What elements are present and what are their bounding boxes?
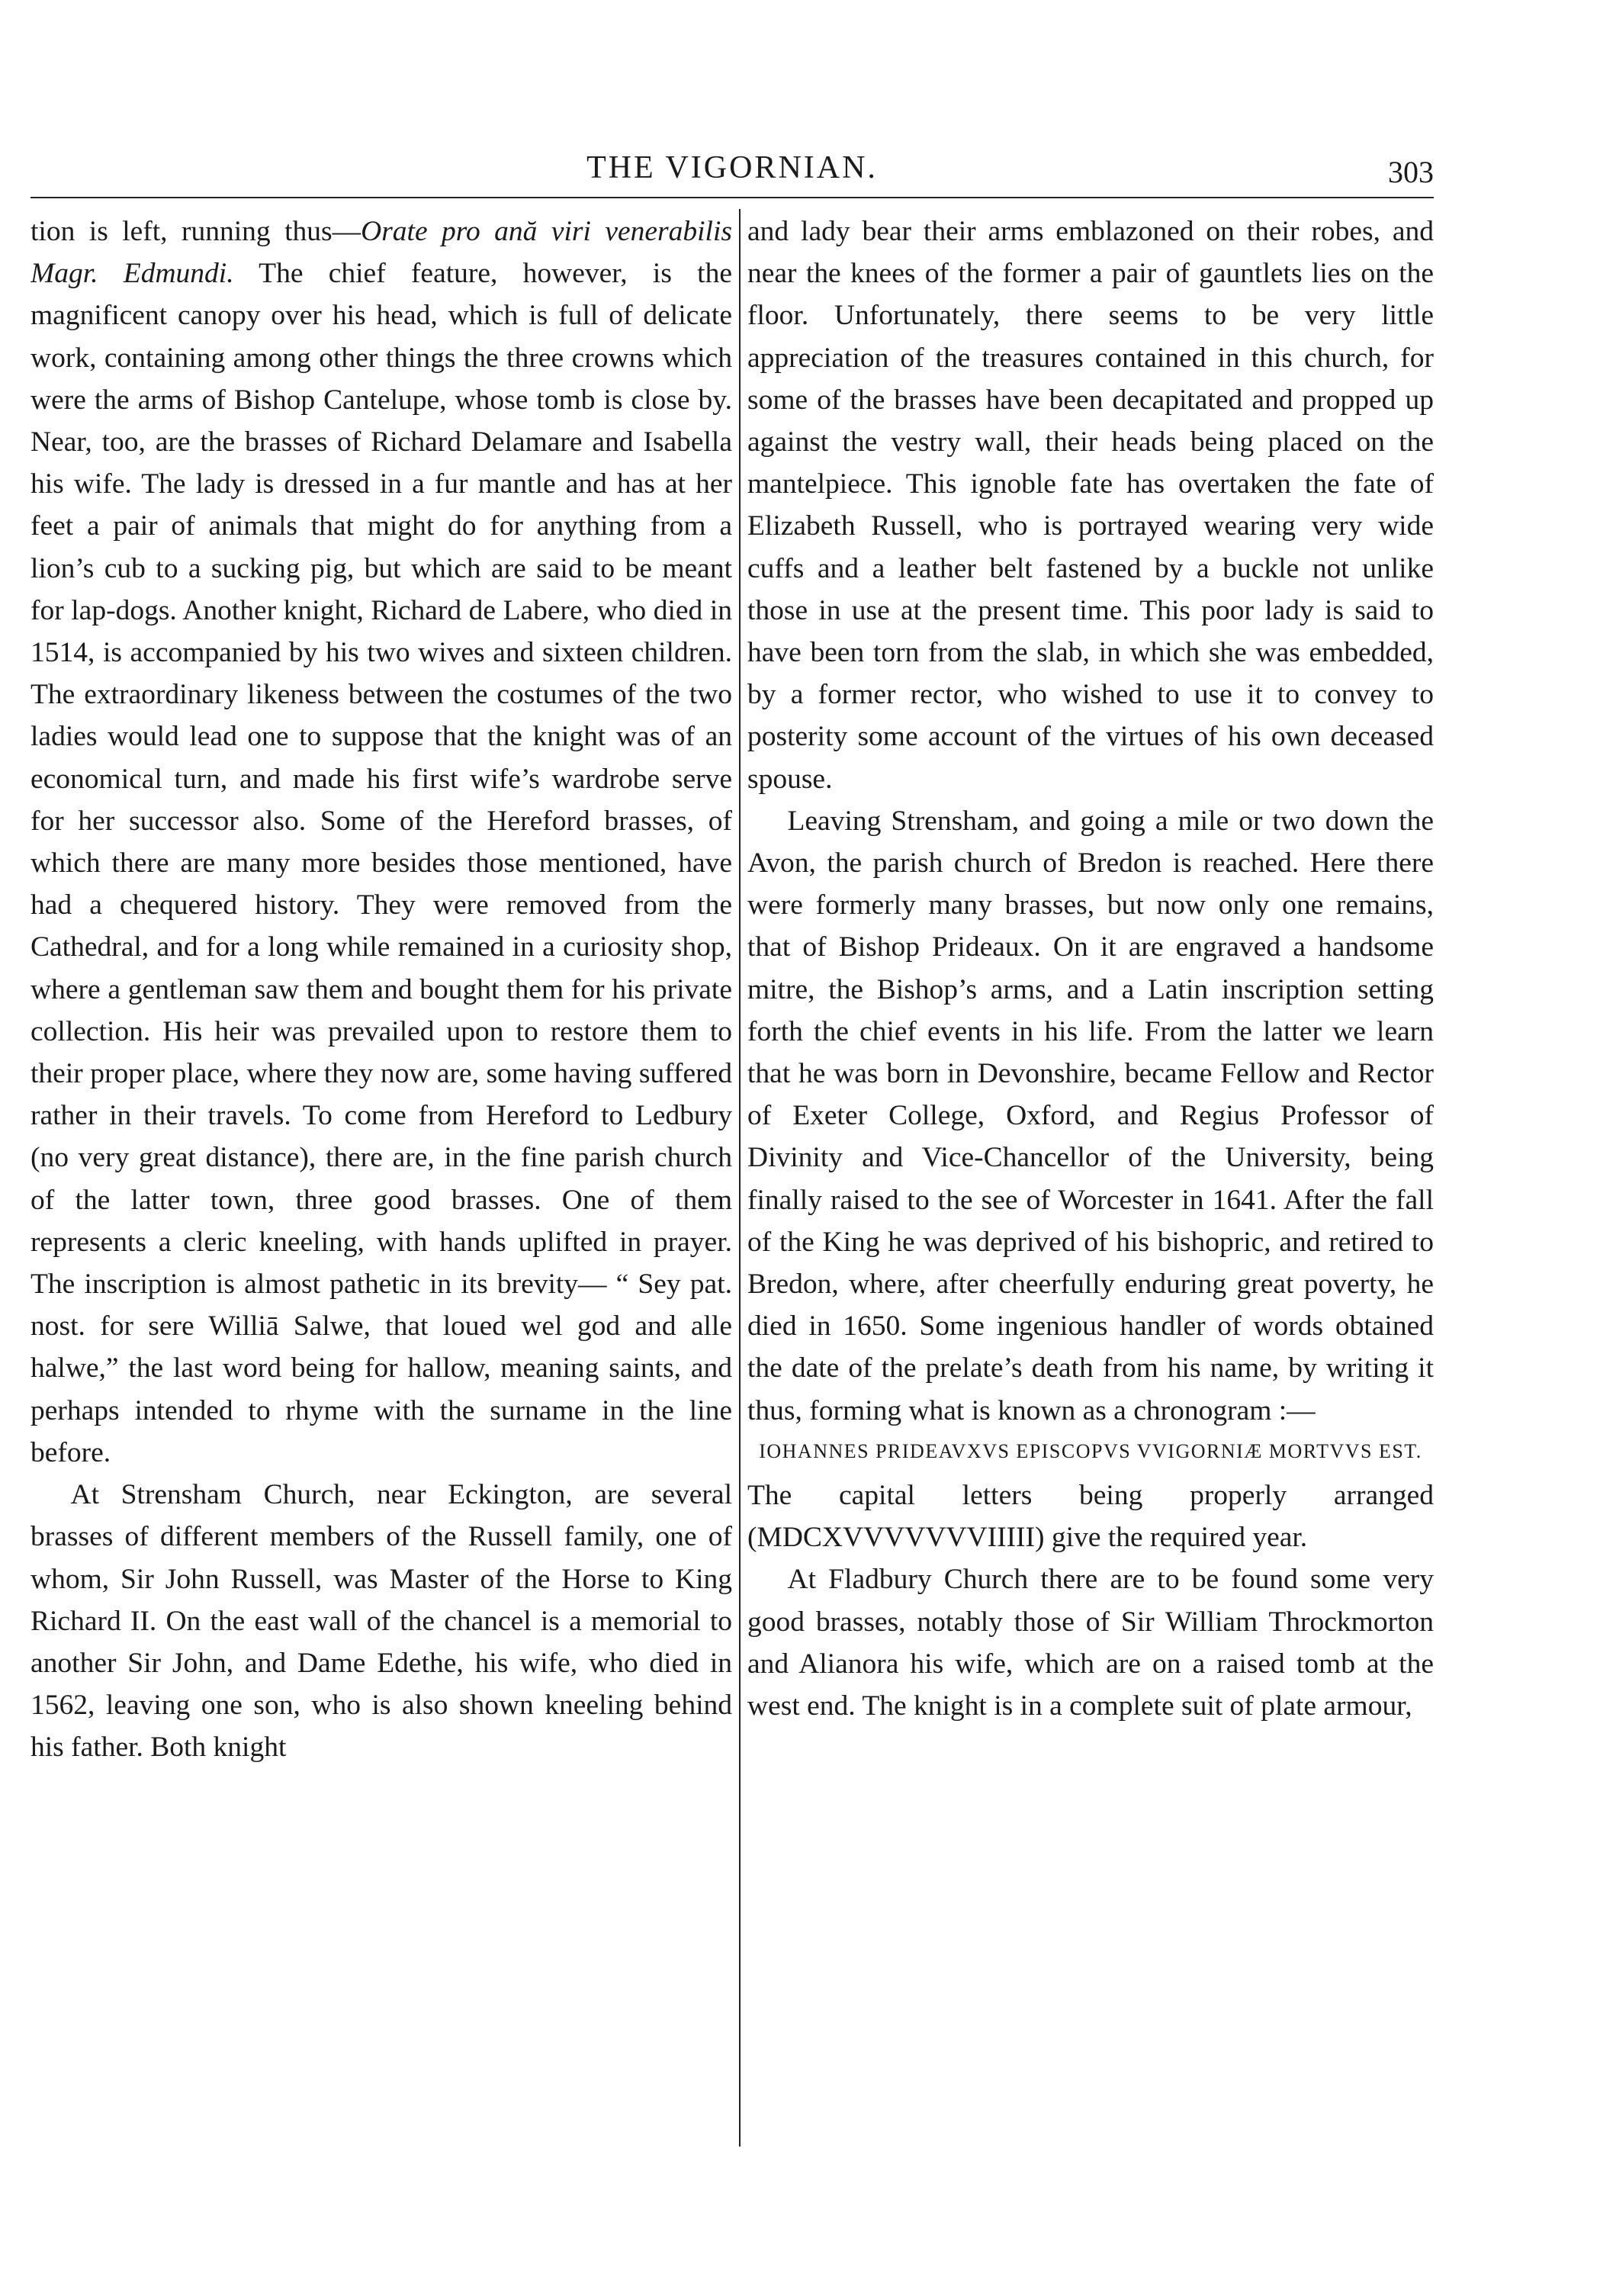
paragraph [747, 1474, 1434, 1558]
paragraph-text: ) give the required year. [1035, 1522, 1308, 1554]
right-column [747, 211, 1434, 2179]
paragraph-text: tion is left, running thus— [31, 216, 361, 247]
paragraph: At Fladbury Church there are to be found some very good brasses, notably those of Sir William Throckmorton and Alianora his wife, which are on a raised tomb at the west end. The knight is in a complete suit of plate armour, [747, 1564, 1434, 1722]
running-title: THE VIGORNIAN. [586, 150, 878, 185]
roman-numeral-letters: MDCXVVVVVVVIIIII [757, 1522, 1036, 1554]
left-column [31, 211, 732, 2179]
header-rule [31, 197, 1434, 198]
page-header [31, 145, 1434, 198]
chronogram: IOHANNES PRIDEAVXVS EPISCOPVS VVIGORNIÆ MORTVVS EST. [759, 1439, 1422, 1462]
paragraph: and lady bear their arms emblazoned on their robes, and near the knees of the former a pair of gauntlets lies on the floor. Unfortunately, there seems to be very little appreciation of the treasures contained in this church, for some of the brasses have been decapitated and propped up against the vestry wall, their heads being placed on the mantelpiece. This ignoble fate has overtaken the fate of Elizabeth Russell, who is portrayed wearing very wide cuffs and a leather belt fastened by a buckle not unlike those in use at the present time. This poor lady is said to have been torn from the slab, in which she was embedded, by a former rector, who wished to use it to convey to posterity some account of the virtues of his own deceased spouse. [747, 216, 1434, 795]
paragraph-text: The chief feature, however, is the magnificent canopy over his head, which is full of delicate work, containing among other things the three crowns which were the arms of Bishop Cantelupe, whose tomb is close by. Near, too, are the brasses of Richard Delamare and Isabella his wife. The lady is dressed in a fur mantle and has at her feet a pair of animals that might do for anything from a lion’s cub to a sucking pig, but which are said to be meant for lap-dogs. Another knight, Richard de Labere, who died in 1514, is accompanied by his two wives and sixteen children. The extraordinary likeness between the costumes of the two ladies would lead one to suppose that the knight was of an economical turn, and made his first wife’s wardrobe serve for her successor also. Some of the Hereford brasses, of which there are many more besides those mentioned, have had a chequered history. They were removed from the Cathedral, and for a long while remained in a curiosity shop, where a gentleman saw them and bought them for his private collection. His heir was prevailed upon to restore them to their proper place, where they now are, some having suffered rather in their travels. To come from Hereford to Ledbury (no very great distance), there are, in the fine parish church of the latter town, three good brasses. One of them represents a cleric kneeling, with hands uplifted in prayer. The inscription is almost pathetic in its brevity— “ Sey pat. nost. for sere Williā Salwe, that loued wel god and alle halwe,” the last word being for hallow, meaning saints, and perhaps intended to rhyme with the surname in the line before. [31, 258, 732, 1468]
paragraph: At Strensham Church, near Eckington, are several brasses of different members of the Russell family, one of whom, Sir John Russell, was Master of the Horse to King Richard II. On the east wall of the chancel is a memorial to another Sir John, and Dame Edethe, his wife, who died in 1562, leaving one son, who is also shown kneeling behind his father. Both knight [31, 1479, 732, 1764]
paragraph-text: The capital letters being properly arranged ( [747, 1479, 1434, 1554]
page-number: 303 [1388, 155, 1434, 189]
column-divider [739, 209, 741, 2146]
paragraph [31, 211, 732, 1474]
paragraph: Leaving Strensham, and going a mile or two down the Avon, the parish church of Bredon is reached. Here there were formerly many brasses, but now only one remains, that of Bishop Prideaux. On it are engraved a handsome mitre, the Bishop’s arms, and a Latin inscription setting forth the chief events in his life. From the latter we learn that he was born in Devonshire, became Fellow and Rector of Exeter College, Oxford, and Regius Professor of Divinity and Vice-Chancellor of the University, being finally raised to the see of Worcester in 1641. After the fall of the King he was deprived of his bishopric, and retired to Bredon, where, after cheerfully enduring great poverty, he died in 1650. Some ingenious handler of words obtained the date of the prelate’s death from his name, by writing it thus, forming what is known as a chronogram :— [747, 805, 1434, 1426]
latin-inscription: Orate pro ană viri venerabilis Magr. Edmundi. [31, 216, 732, 290]
